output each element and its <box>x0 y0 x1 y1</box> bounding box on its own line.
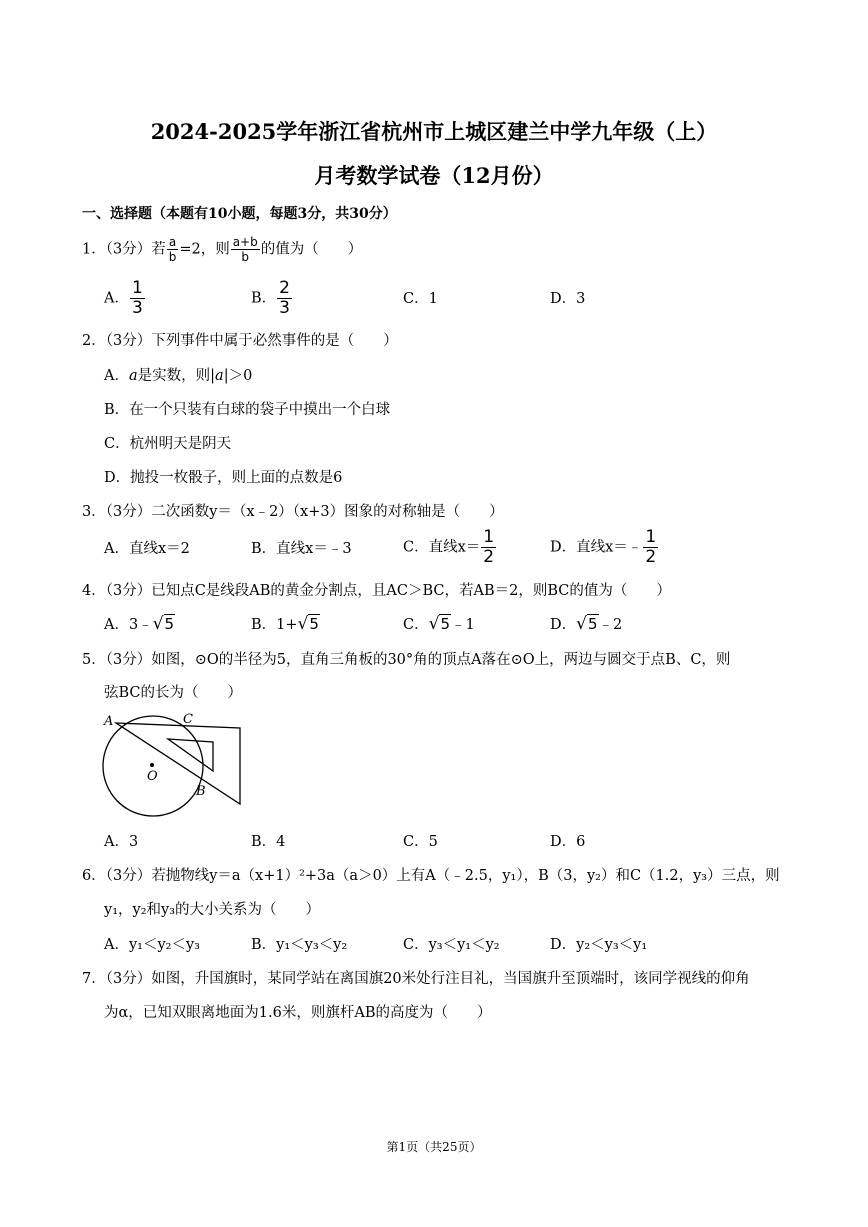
q3-d-num: 1 <box>645 527 657 547</box>
q2-option-d: D．抛投一枚骰子，则上面的点数是6 <box>104 470 343 486</box>
page-title-line2: 月考数学试卷（12月份） <box>314 163 554 188</box>
q4-d-end: ﹣2 <box>598 617 623 633</box>
q1-option-b <box>251 280 293 317</box>
q4-c-label: C． <box>403 617 429 633</box>
q3-option-b: B．直线x＝﹣3 <box>251 541 352 557</box>
q1-frac1-num: a <box>167 236 179 250</box>
q3-d-den: 2 <box>645 547 657 567</box>
q1-a-label: A． <box>104 290 129 307</box>
page-title-line1: 2024-2025学年浙江省杭州市上城区建兰中学九年级（上） <box>150 119 718 144</box>
q3-option-c <box>403 529 497 566</box>
q1-suffix: 的值为（ ） <box>260 241 363 258</box>
q5-label-b: B <box>196 784 206 799</box>
question-1-stem <box>82 236 362 263</box>
q4-option-b <box>251 613 320 634</box>
q1-a-fraction <box>130 280 145 317</box>
q1-b-num: 2 <box>279 278 290 298</box>
question-7-stem-line1: 7．（3分）如图，升国旗时，某同学站在离国旗20米处行注目礼，当国旗升至顶端时，该同学视线的仰角 <box>82 971 750 987</box>
q1-option-c: C．1 <box>403 291 438 307</box>
q1-fraction-1 <box>167 236 179 263</box>
q5-label-a: A <box>104 714 114 729</box>
q1-a-den: 3 <box>131 298 143 318</box>
q4-c-end: ﹣1 <box>451 617 475 633</box>
q1-prefix: 1．（3分）若 <box>82 241 166 258</box>
q2-a-mid: 是实数，则| <box>137 368 216 384</box>
question-4-stem: 4．（3分）已知点C是线段AB的黄金分割点，且AC＞BC，若AB＝2，则BC的值为（ ） <box>82 583 671 599</box>
q1-frac2-den: b <box>241 250 250 264</box>
q5-option-d: D．6 <box>550 834 586 850</box>
q5-label-o: O <box>147 769 158 784</box>
q3-d-fraction <box>643 529 658 566</box>
q4-a-sqrt: √5 <box>152 614 175 634</box>
q6-option-a: A．y₁＜y₂＜y₃ <box>104 937 200 953</box>
q1-b-fraction <box>277 280 292 317</box>
q1-option-a <box>104 280 146 317</box>
q2-a-end: |＞0 <box>223 368 253 384</box>
q5-center-dot <box>150 763 154 767</box>
q3-c-num: 1 <box>483 527 495 547</box>
q5-option-b: B．4 <box>251 834 286 850</box>
q5-triangle-outer <box>116 723 240 804</box>
page-footer: 第1页（共25页） <box>386 1140 482 1154</box>
q1-fraction-2 <box>231 236 260 263</box>
q6-option-c: C．y₃＜y₁＜y₂ <box>403 937 500 953</box>
q4-b-label: B．1+ <box>251 617 298 633</box>
q4-d-sqrt: √5 <box>576 614 598 634</box>
q4-d-radicand: 5 <box>587 615 598 633</box>
section-header: 一、选择题（本题有10小题，每题3分，共30分） <box>82 206 397 222</box>
q1-frac2-num: a+b <box>232 235 258 249</box>
q4-b-sqrt: √5 <box>297 614 319 634</box>
q6-option-b: B．y₁＜y₃＜y₂ <box>251 937 348 953</box>
q4-option-d <box>550 613 622 634</box>
q4-c-radicand: 5 <box>440 615 450 633</box>
q5-figure <box>98 706 248 818</box>
q1-frac1-den: b <box>168 250 177 264</box>
question-7-stem-line2: 为α，已知双眼离地面为1.6米，则旗杆AB的高度为（ ） <box>104 1005 492 1021</box>
q3-option-d <box>550 529 659 566</box>
q3-c-label: C．直线x＝ <box>403 539 481 556</box>
q5-triangle-inner <box>168 739 213 771</box>
q1-b-den: 3 <box>279 298 290 318</box>
q1-a-num: 1 <box>131 278 143 298</box>
q5-label-c: C <box>183 712 193 727</box>
q3-c-fraction <box>481 529 496 566</box>
q4-b-radicand: 5 <box>309 615 319 633</box>
q2-option-b: B．在一个只装有白球的袋子中摸出一个白球 <box>104 402 391 418</box>
q2-option-c: C．杭州明天是阴天 <box>104 436 232 452</box>
q3-d-label: D．直线x＝﹣ <box>550 539 643 556</box>
q1-option-d: D．3 <box>550 291 586 307</box>
q4-a-label: A．3﹣ <box>104 617 153 633</box>
question-5-stem-line1: 5．（3分）如图，⊙O的半径为5，直角三角板的30°角的顶点A落在⊙O上，两边与圆交于点B、C，则 <box>82 652 731 668</box>
q5-option-c: C．5 <box>403 834 438 850</box>
q2-a-var: a <box>128 368 138 384</box>
q5-option-a: A．3 <box>104 834 139 850</box>
q4-c-sqrt: √5 <box>428 614 450 634</box>
q4-d-label: D． <box>550 617 577 633</box>
q1-b-label: B． <box>251 290 277 307</box>
q1-mid: =2，则 <box>179 241 230 258</box>
question-5-stem-line2: 弦BC的长为（ ） <box>104 685 243 701</box>
question-2-stem: 2．（3分）下列事件中属于必然事件的是（ ） <box>82 333 398 349</box>
question-6-stem-line2: y₁，y₂和y₃的大小关系为（ ） <box>104 902 321 918</box>
q6-option-d: D．y₂＜y₃＜y₁ <box>550 937 648 953</box>
q3-c-den: 2 <box>483 547 495 567</box>
q4-a-radicand: 5 <box>164 615 175 633</box>
q2-a-var2: a <box>215 368 224 384</box>
question-6-stem-line1: 6．（3分）若抛物线y＝a（x+1）²+3a（a＞0）上有A（﹣2.5，y₁），B（3，y₂）和C（1.2，y₃）三点，则 <box>82 868 780 884</box>
q4-option-a <box>104 613 175 634</box>
q2-a-label: A． <box>104 368 129 384</box>
q2-option-a <box>104 364 252 385</box>
q4-option-c <box>403 613 475 634</box>
q3-option-a: A．直线x＝2 <box>104 541 190 557</box>
question-3-stem: 3．（3分）二次函数y＝（x﹣2）（x+3）图象的对称轴是（ ） <box>82 504 504 520</box>
